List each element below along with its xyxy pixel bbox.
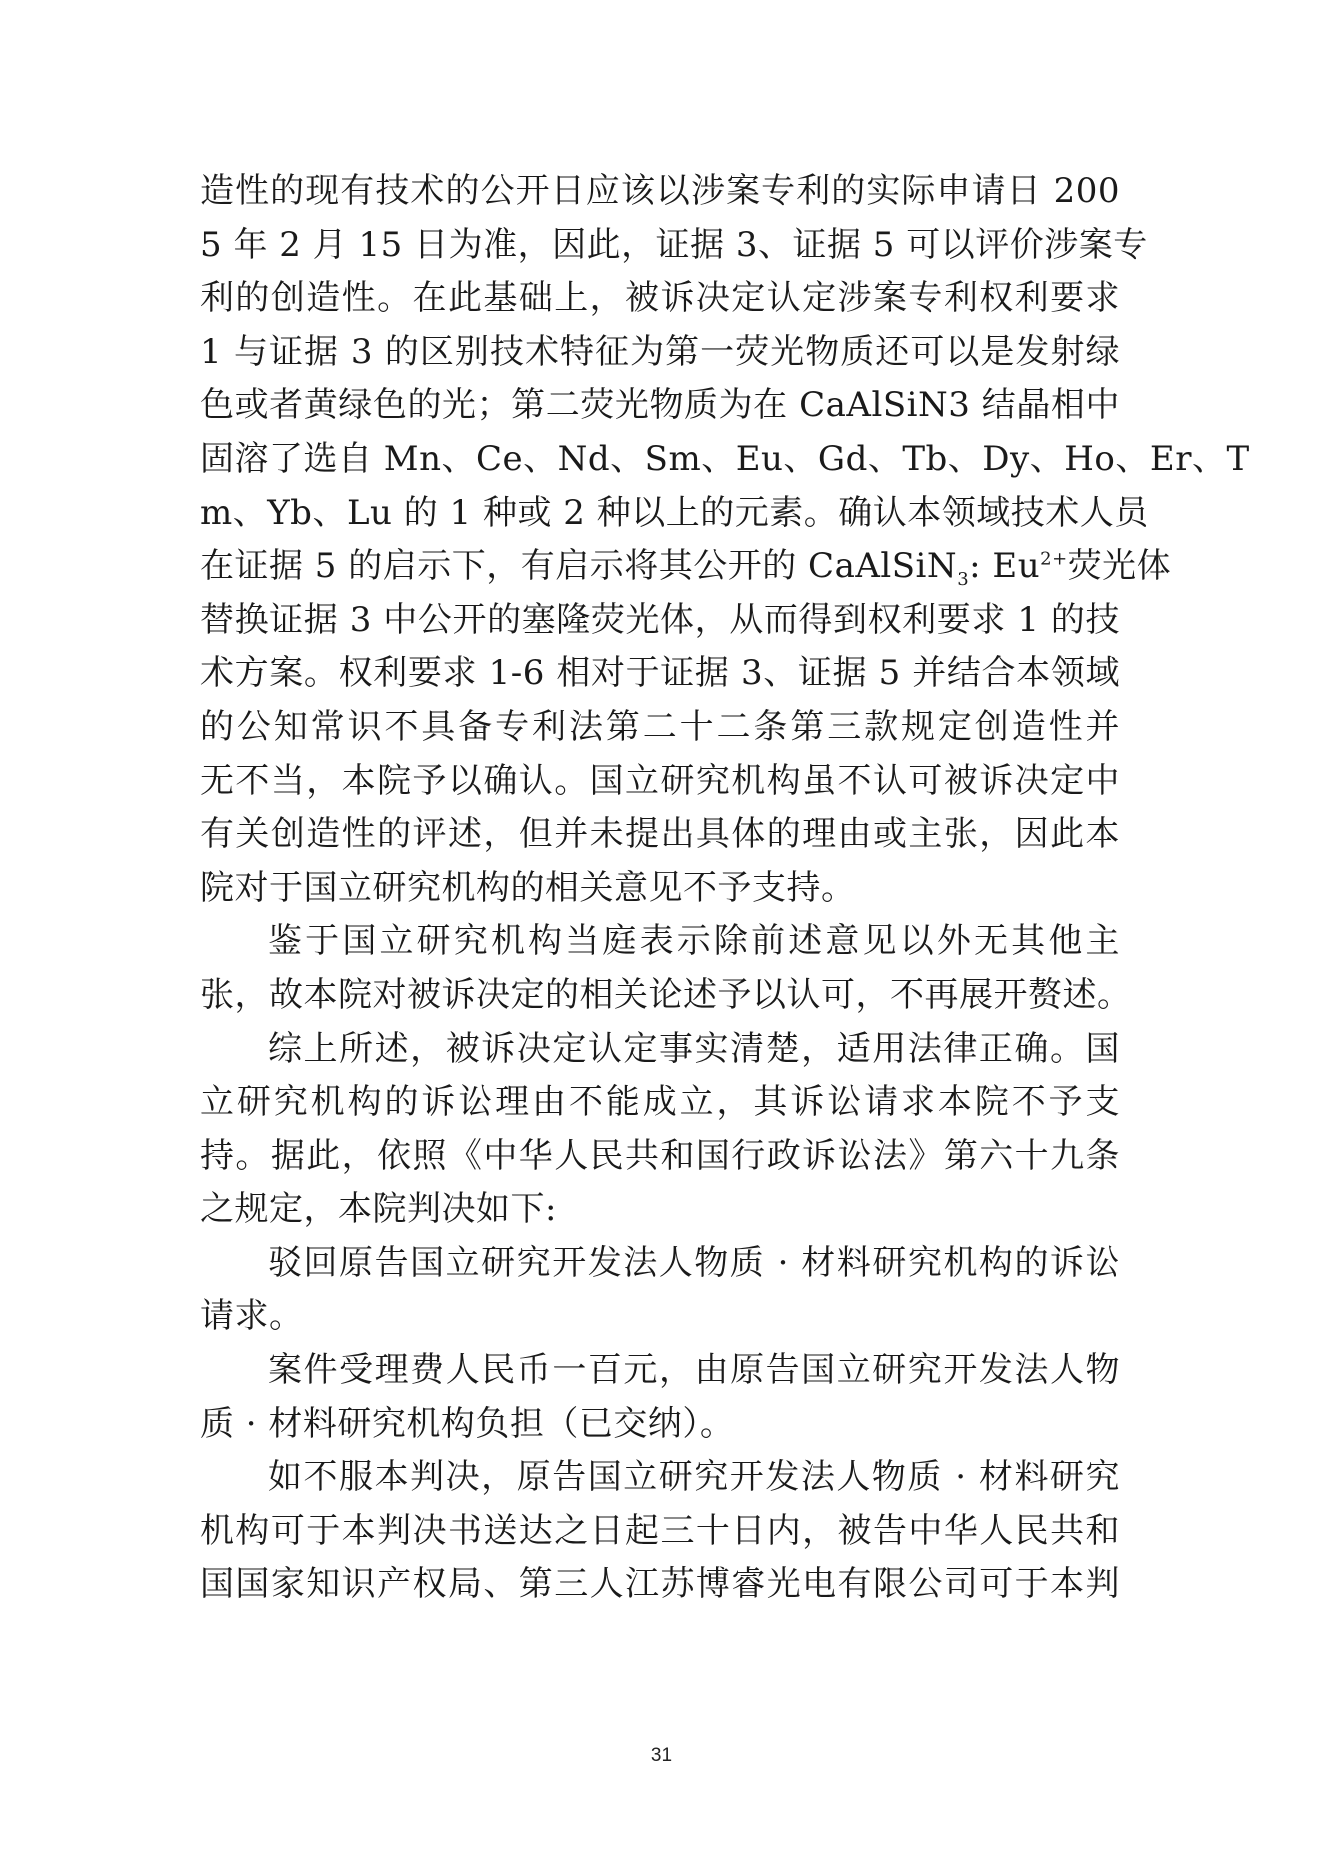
- text-line: 利的创造性。在此基础上，被诉决定认定涉案专利权利要求: [200, 278, 1120, 319]
- formula-subscript: 3: [957, 568, 970, 590]
- text-line: 的公知常识不具备专利法第二十二条第三款规定创造性并: [200, 706, 1120, 747]
- text-line: 请求。: [200, 1296, 304, 1337]
- text-line: 有关创造性的评述，但并未提出具体的理由或主张，因此本: [200, 814, 1120, 855]
- formula-mid: : Eu: [969, 546, 1041, 587]
- paragraph-first-line: 如不服本判决，原告国立研究开发法人物质 · 材料研究: [268, 1457, 1120, 1498]
- text-line: 色或者黄绿色的光；第二荧光物质为在 CaAlSiN3 结晶相中: [200, 385, 1120, 426]
- text-line: 之规定，本院判决如下:: [200, 1189, 557, 1230]
- text-line: 术方案。权利要求 1-6 相对于证据 3、证据 5 并结合本领域: [200, 653, 1120, 694]
- formula-superscript: 2+: [1040, 548, 1068, 570]
- text-line-formula: [200, 540, 1172, 594]
- text-line: 替换证据 3 中公开的塞隆荧光体，从而得到权利要求 1 的技: [200, 599, 1120, 640]
- text-line: 无不当，本院予以确认。国立研究机构虽不认可被诉决定中: [200, 760, 1120, 801]
- text-line: 造性的现有技术的公开日应该以涉案专利的实际申请日 200: [200, 171, 1120, 211]
- text-line: 机构可于本判决书送达之日起三十日内，被告中华人民共和: [200, 1510, 1120, 1551]
- text-line: 1 与证据 3 的区别技术特征为第一荧光物质还可以是发射绿: [200, 331, 1120, 372]
- text-line: 5 年 2 月 15 日为准，因此，证据 3、证据 5 可以评价涉案专: [200, 224, 1148, 265]
- paragraph-first-line: 驳回原告国立研究开发法人物质 · 材料研究机构的诉讼: [268, 1242, 1120, 1283]
- text-line: 张，故本院对被诉决定的相关论述予以认可，不再展开赘述。: [200, 974, 1132, 1015]
- text-line: 立研究机构的诉讼理由不能成立，其诉讼请求本院不予支: [200, 1082, 1120, 1123]
- paragraph-first-line: 鉴于国立研究机构当庭表示除前述意见以外无其他主: [268, 921, 1120, 962]
- formula-suffix: 荧光体: [1067, 546, 1172, 587]
- page-number: 31: [650, 1745, 673, 1766]
- text-line: 质 · 材料研究机构负担（已交纳）。: [200, 1403, 735, 1444]
- paragraph-first-line: 综上所述，被诉决定认定事实清楚，适用法律正确。国: [268, 1028, 1120, 1069]
- text-line: 持。据此，依照《中华人民共和国行政诉讼法》第六十九条: [200, 1135, 1120, 1176]
- text-line: 院对于国立研究机构的相关意见不予支持。: [200, 867, 856, 908]
- text-line: 固溶了选自 Mn、Ce、Nd、Sm、Eu、Gd、Tb、Dy、Ho、Er、T: [200, 438, 1250, 479]
- paragraph-first-line: 案件受理费人民币一百元，由原告国立研究开发法人物: [268, 1350, 1120, 1391]
- document-body: [200, 165, 1250, 1612]
- text-line: m、Yb、Lu 的 1 种或 2 种以上的元素。确认本领域技术人员: [200, 492, 1149, 533]
- text-line: 国国家知识产权局、第三人江苏博睿光电有限公司可于本判: [200, 1564, 1120, 1605]
- formula-prefix: 在证据 5 的启示下，有启示将其公开的 CaAlSiN: [200, 546, 958, 587]
